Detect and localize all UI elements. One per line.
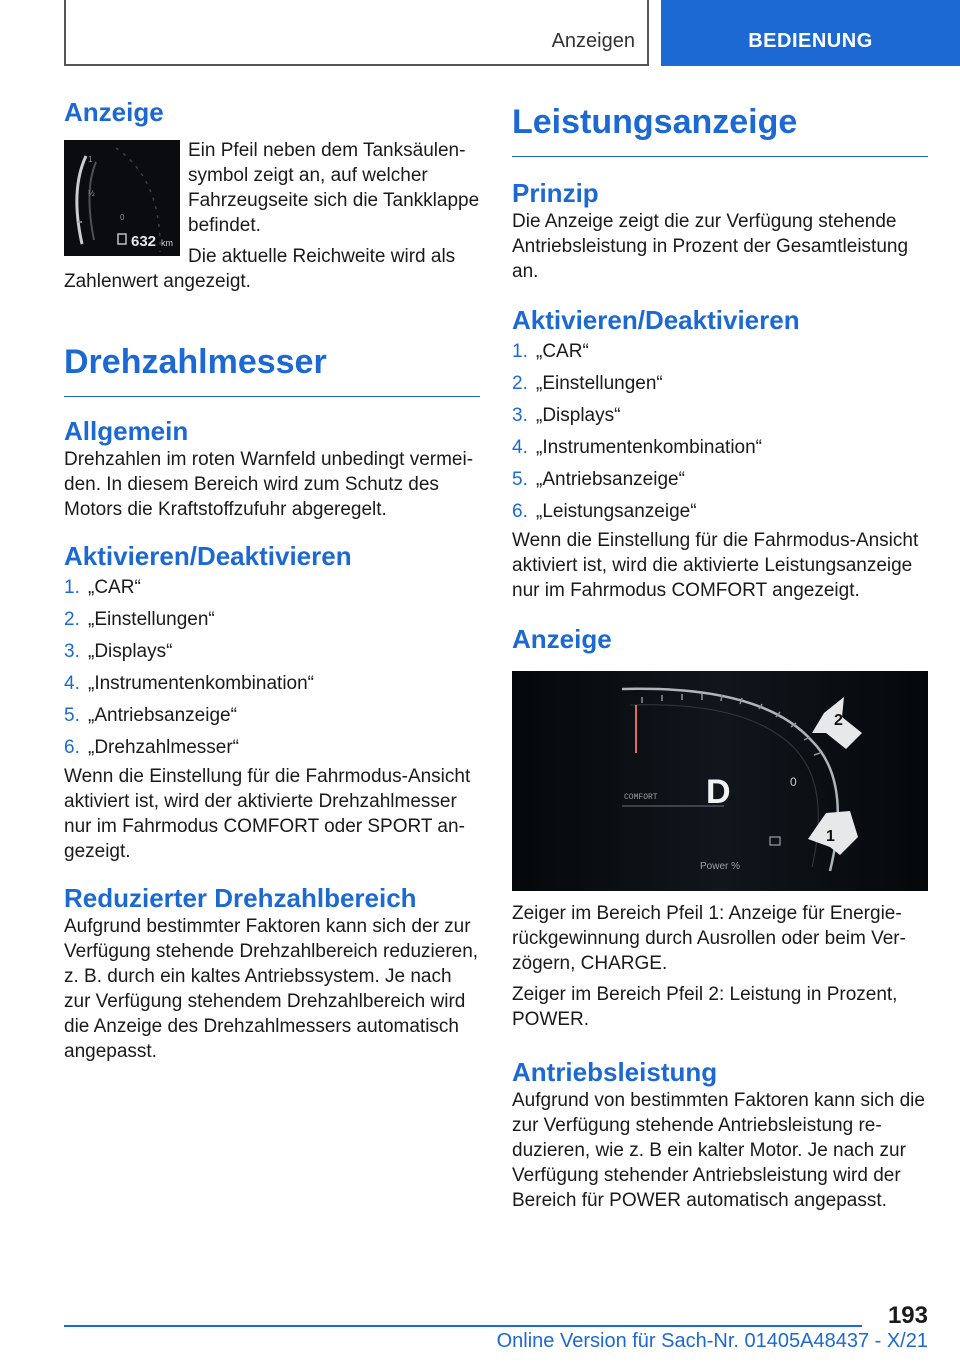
heading-drehzahlmesser: Drehzahlmesser [64,340,480,397]
range-readout: 632 [131,233,157,250]
drive-mode-label: COMFORT [624,793,658,802]
arrow-2-label: 2 [834,712,843,729]
heading-aktivieren-left: Aktivieren/Deaktivieren [64,541,352,571]
drehzahl-after-steps-text: Wenn die Einstellung für die Fahrmodus-Ansicht aktiviert ist, wird der aktivierte Drehzahlmesser nur im Fahrmodus COMFORT oder SPORT angezeigt. [64,766,471,862]
list-item: 6. „Leistungsanzeige“ [512,501,697,522]
heading-leistungsanzeige: Leistungsanzeige [512,100,928,157]
prinzip-text: Die Anzeige zeigt die zur Verfügung stehende Antriebsleistung in Prozent der Gesamtleistung an. [512,211,909,282]
heading-anzeige-right: Anzeige [512,624,612,654]
list-item: 1. „CAR“ [512,341,589,362]
list-item: 6. „Drehzahlmesser“ [64,737,239,758]
power-display-figure [512,671,928,891]
anzeige-left-text-1: Ein Pfeil neben dem Tanksäulensymbol zeigt an, auf welcher Fahrzeugseite sich die Tankklappe befindet. [188,140,480,236]
heading-reduzierter-drehzahlbereich: Reduzierter Drehzahlbereich [64,883,417,913]
list-item: 2. „Einstellungen“ [64,609,215,630]
heading-prinzip: Prinzip [512,178,599,208]
zero-mark: 0 [790,775,797,789]
steps-list-left [64,572,480,764]
anzeige-left-text-2: Die aktuelle Reichweite wird als Zahlenwert angezeigt. [64,246,456,292]
header-chapter-label: BEDIENUNG [748,30,873,52]
power-percent-label: Power % [700,861,741,872]
list-item: 2. „Einstellungen“ [512,373,663,394]
antriebsleistung-text: Aufgrund von bestimmten Faktoren kann sich die zur Verfügung stehende Antriebsleistung reduzieren, wie z. B ein kalter Motor. Je nach zur Verfügung stehender Antriebsleistung wird der Bereich für POWER automatisch angepasst. [512,1090,925,1211]
power-gauge-graphic [512,671,928,891]
range-unit: km [161,238,173,248]
arrow-1-label: 1 [826,828,835,845]
header-section-label: Anzeigen [551,30,635,52]
pfeil2-text: Zeiger im Bereich Pfeil 2: Leistung in Prozent, POWER. [512,984,898,1030]
list-item: 4. „Instrumentenkombination“ [64,673,314,694]
list-item: 1. „CAR“ [64,577,141,598]
fuel-gauge-graphic [64,140,180,256]
list-item: 4. „Instrumentenkombination“ [512,437,762,458]
list-item: 3. „Displays“ [512,405,621,426]
fuel-tick-half: ½ [88,189,95,198]
heading-anzeige-left: Anzeige [64,97,164,127]
range-display-figure [64,140,180,256]
list-item: 5. „Antriebsanzeige“ [64,705,237,726]
gear-indicator: D [706,773,731,811]
footer-version-text: Online Version für Sach-Nr. 01405A48437 - X/21 [496,1330,928,1352]
pfeil1-text: Zeiger im Bereich Pfeil 1: Anzeige für Energierückgewinnung durch Ausrollen oder beim Verzögern, CHARGE. [512,903,906,974]
list-item: 5. „Antriebsanzeige“ [512,469,685,490]
heading-allgemein: Allgemein [64,416,189,446]
fuel-tick-1: 1 [88,155,93,164]
page-number: 193 [887,1302,928,1329]
header-section-tab [64,0,649,66]
header-chapter-tab [661,0,960,66]
list-item: 3. „Displays“ [64,641,173,662]
leistung-after-steps-text: Wenn die Einstellung für die Fahrmodus-Ansicht aktiviert ist, wird die aktivierte Leistungsanzeige nur im Fahrmodus COMFORT angezeigt. [512,530,919,601]
steps-list-right [512,336,928,528]
heading-antriebsleistung: Antriebsleistung [512,1057,718,1087]
heading-aktivieren-right: Aktivieren/Deaktivieren [512,305,800,335]
fuel-pump-icon [118,234,126,244]
left-column [64,96,480,1070]
fuel-tick-0: 0 [120,213,125,222]
footer-divider [64,1325,862,1327]
allgemein-text: Drehzahlen im roten Warnfeld unbedingt vermeiden. In diesem Bereich wird zum Schutz des Motors die Kraftstoffzufuhr abgeregelt. [64,449,474,520]
reduzierter-text: Aufgrund bestimmter Faktoren kann sich der zur Verfügung stehende Drehzahlbereich reduzieren, z. B. durch ein kaltes Antriebssystem. Je nach zur Verfügung stehendem Drehzahlbereich wird die Anzeige des Drehzahlmessers automatisch angepasst. [64,916,479,1062]
right-column [512,96,928,1219]
